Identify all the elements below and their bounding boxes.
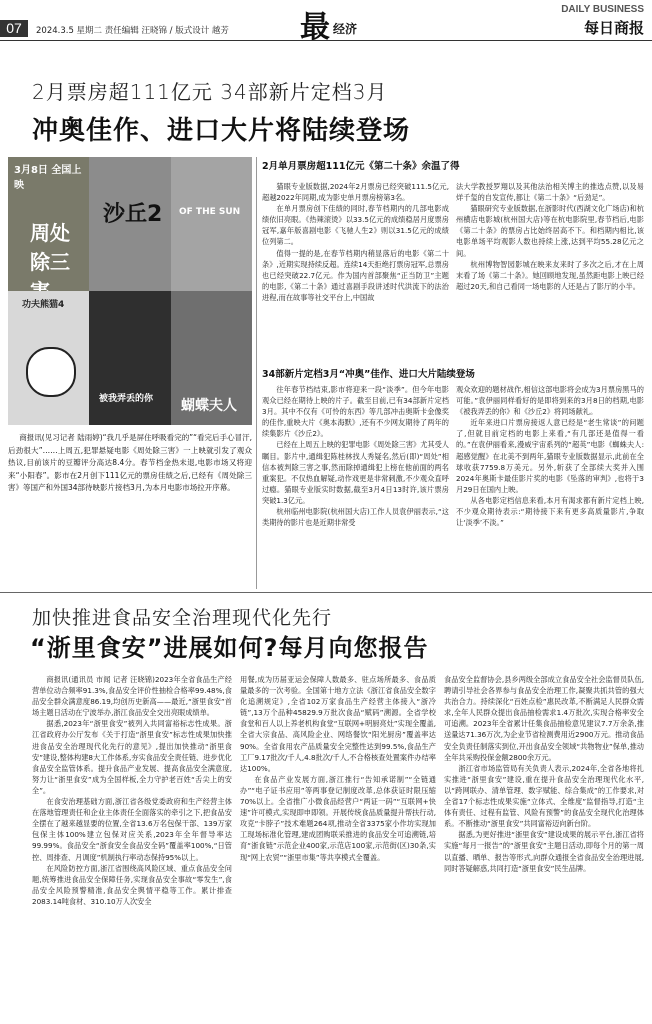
section-logo-big: 最	[300, 10, 328, 45]
date-line: 2024.3.5 星期二 责任编辑 汪晓锦 / 版式设计 越芳	[36, 26, 229, 36]
movie-posters-photo	[8, 157, 252, 425]
article1-title: 冲奥佳作、进口大片将陆续登场	[32, 116, 411, 146]
panda-figure	[26, 347, 76, 397]
poster-6	[171, 291, 252, 425]
paragraph: 浙江省市场监管局有关负责人表示,2024年,全省各地将扎实推进“浙里食安”建设,重在提升食品安全治理现代化水平,以“跨网联办、清单管理、数字赋能、综合集成”的工作要求,对全省17个标志性成果实施“立体式、全维度”监督指导,打造“主体有责任、过程有监管、风险有预警”的食品安全现代化治理体系。不断推动“浙里食安”共同富裕迈向新台阶。	[444, 763, 644, 829]
section-logo-small: 经济	[333, 22, 358, 36]
section2-heading: 34部新片定档3月“冲奥”佳作、进口大片陆续登场	[262, 369, 475, 380]
column-divider	[256, 157, 257, 589]
paragraph: 猫眼专业版数据,2024年2月票房已经突破111.5亿元,超越2022年同期,成为影史单月票房榜第3名。	[262, 182, 449, 203]
poster-title-2: 沙丘2	[103, 202, 163, 227]
paragraph: 据悉,为更好推进“浙里食安”建设成果的展示平台,浙江省将实施“每月一报告”的“浙里食安”主题日活动,即每个月的第一周以直播、晒单、报告等形式,向群众通报全省食品安全治理进展,同时答疑解惑,共同打造“浙里食安”民生品牌。	[444, 830, 644, 873]
article2-column-3	[444, 674, 644, 1019]
paragraph: 近年来进口片票房接返人意已经是“老生常谈”的问题了,但就目前定档的电影上来看,“有几部还是值得一看的。”在袁伊丽看来,漫威宇宙系列的“超英”电影《蜘蛛夫人:超感觉醒》在北美不到两年,猫眼专业版数据显示,此前在全球收获7759.8万美元。另外,斩获了全部续大奖并入围2024年奥斯卡最佳影片奖的电影《坠落的审判》,也将于3月29日在国内上映。	[456, 418, 644, 494]
paragraph: 从各电影定档信息来看,本月有渴求都有新片定档上映,不少观众期待表示:“期待接下来有更多高质量影片,争取让‘淡季’不淡。”	[456, 495, 644, 528]
section2-column-2	[456, 384, 644, 584]
paragraph: 在单月票房创下佳绩的同时,春节档期内的几部电影成绩依旧亮眼。《热辣滚烫》以33.5亿元的成绩稳居月度票房冠军,嘉年版喜剧电影《飞驰人生2》则以31.5亿元的成绩位列第二。	[262, 204, 449, 247]
paragraph: 在食安治理基础方面,浙江省各级党委政府和生产经营主体在落地管理责任和企业主体责任全面落实的牵引之下,把食品安全摆在了越来越显要的位置,全省13.6万名包保干部、139万家包保主体100%建立包保对应关系,2023年全年督导率达99.99%。食品安全“浙食安全食品安全码”覆盖率100%,“日管控、周排查、月调度”机制执行率动态保持95%以上。	[32, 797, 232, 862]
paragraph: 食品安全监督协会,县乡两级全部成立食品安全社会监督员队伍,聘请引导社会各界参与食品安全治理工作,凝聚共抓共管的强大共治合力。持续深化“百姓点检”惠民改革,不断满足人民群众需求,全年人民群众提出食品抽检需求1.4万批次,实现合格率安全可追溯。2023年全省累计任集食品抽检意见建议7.7万余条,推送量达71.36万次,为企业节省检测费用近2900万元。推动食品安全负责任制落实到位,开出食品安全领域“共物物业”保单,推动全年共采购投保金额2800余万元。	[444, 675, 644, 762]
poster-2	[89, 157, 171, 291]
paragraph: 杭州博物智园影城在映来友来时了多次之后,才在上周末看了场《第二十条》。她回顾地发现,虽然距电影上映已经超过20天,和自己看同一场电影的人还是占了影厅的小半。	[456, 259, 644, 291]
paragraph: 在风险防控方面,浙江省围绕高风险区域、重点食品安全问题,统筹推进食品安全保障任务,实现食品安全事故“零发生”,食品安全风险预警精准,食品安全舆情平稳等工作。累计排查2083.14吨食材、310.10万人次安全	[32, 863, 232, 906]
section1-column-1	[262, 181, 449, 353]
paragraph: 值得一提的是,在春节档期内稍显落后的电影《第二十条》,近期实现持续反超。连续14天拒绝打票房冠军,总票房也已经突破22.7亿元。作为国内首部聚焦“正当防卫”主题的电影,《第二十条》通过喜剧手段讲述时代洪流下的法治进程,而在故事等社交平台上,中国故	[262, 248, 449, 302]
section1-heading: 2月单月票房超111亿元《第二十条》余温了得	[262, 161, 460, 172]
section1-column-2	[456, 181, 644, 353]
paragraph: 已经在上周五上映的犯罪电影《周处除三害》尤其受人瞩目。影片中,通缉犯陈桂林找人秀疑名,然后(即)“周处”相信本被判除三害之事,然而除掉通缉犯上榜在他前面的两名重案犯。不仅热血解疑,动作戏更是非常刺激,不少观众直呼过瘾。猫眼专业版实时数据,截至3月4日13时许,该片票房突破1.3亿元。	[262, 440, 449, 505]
poster-5	[89, 291, 171, 425]
brand-en: DAILY BUSINESS	[561, 4, 644, 15]
paragraph: 用餐,成为历届亚运会保障人数最多、驻点场所最多、食品质量最多的一次考验。全国第十地方立法《浙江省食品安全数字化追溯规定》,全省102万家食品生产经营主体接入“浙冷链”,13万个品种45829.9万批次食品“赋码”溯源。全省学校食堂和百人以上养老机构食堂“互联网+明厨亮灶”实现全覆盖,全省大宗食品、高风险企业、网络餐饮“阳光厨房”覆盖率达90%。全省食用农产品质量安全完整性达到99.5%,食品生产工厂9.17批次/千人,4.8批次/千人,不合格核查处置案件办结率达100%。	[240, 675, 436, 773]
poster-title-6: 蝴蝶夫人	[181, 398, 237, 414]
paragraph: 在食品产业发展方面,浙江推行“告知承诺制”“全链通办”“电子证书应用”等两事登记制度改革,总体获证时限压缩70%以上。全省推广小微食品经营户“两证一码”“互联网+快速”许可模式,实现即申即领。开展传统食品质量提升帮扶行动,攻克“卡脖子”技术难题264项,推动全省3375家小作坊实现加工现场标准化管理,建成团购联采推进的食品安全可追溯链,培育“浙食链”示范企业400家,示范店100家,示范街(区)30条,实现“网上农贸”“浙里市集”等共享模式全覆盖。	[240, 774, 436, 862]
paragraph: 商报讯(通讯员 市闻 记者 汪晓锦)2023年全省食品生产经营单位动合频率91.3%,食品安全评价性抽检合格率99.48%,食品安全群众满意度86.19,均创历史新高——最近,“浙里食安”首场主题日活动在宁波举办,浙江食品安全交出亮眼成绩单。	[32, 675, 232, 718]
article2-column-2	[240, 674, 436, 1019]
paragraph: 观众欢迎的题材战作,相信这部电影将会成为3月票房黑马的可能。”袁伊丽同样看好的是即将到来的3月8日的档期,电影《被我弄丢的你》和《沙丘2》将同场献礼。	[456, 385, 644, 417]
paragraph: 法大学教授罗翔以及其他法治相关博主的推选点赞,以及易烊千玺的自发宣传,都让《第二十条》“后劲足”。	[456, 182, 644, 203]
brand-cn: 每日商报	[583, 19, 644, 37]
article2-title: “浙里食安”进展如何?每月向您报告	[30, 634, 429, 662]
article1-subtitle: 2月票房超111亿元 34部新片定档3月	[32, 80, 388, 104]
poster-title-1: 周处除三	[30, 221, 70, 274]
article2-column-1	[32, 674, 232, 1019]
photo-caption: 商报讯(见习记者 陆雨婷)“我几乎是屏住呼吸看完的”“看完后手心冒汗,后劲很大”……上周五,犯罪悬疑电影《周处除三害》一上映就引发了观众热议,目前该片的豆瓣评分高达8.4分。春节档金热未退,电影市场又将迎来“小阳春”。影市在2月创下111亿元的票房佳绩之后,已经有《周处除三害》等国产和外国34部待映影片接档3月,为本月电影市场拉开序幕。	[8, 433, 252, 492]
photo-tagline: 3月8日 全国上映	[14, 165, 82, 191]
poster-title-4: 功夫熊猫4	[22, 300, 65, 310]
poster-3	[171, 157, 252, 291]
poster-1	[8, 157, 89, 291]
article2-subtitle: 加快推进食品安全治理现代化先行	[32, 607, 333, 629]
paragraph: 猫眼研究专业版数据,在浙影时代(西湖文化广场店)和杭州横店电影城(杭州国大店)等在杭电影院里,春节档后,电影《第二十条》的票房占比始终居高不下。和档期内相比,该电影单场平均观影人数也持续上涨,达到平均55.28亿元之间。	[456, 204, 644, 258]
paragraph: 往年春节档结束,影市将迎来一段“淡季”。但今年电影观众已经在期待上映的片子。截至目前,已有34部新片定档3月。其中不仅有《可怜的东西》等几部冲击奥斯卡金像奖的佳作,重映大片《奥本海默》,还有不少网友期待了两年的续集影片《沙丘2》。	[262, 385, 449, 439]
poster-title-3: OF THE SUN	[179, 207, 241, 217]
section2-column-1	[262, 384, 449, 584]
article-separator	[0, 592, 652, 593]
poster-title-5: 被我弄丢的你	[99, 394, 154, 404]
paragraph: 杭州临州电影院(杭州国大店)工作人员袁伊丽表示,“这类期待的影片也是近期非常受	[262, 507, 449, 528]
poster-4	[8, 291, 89, 425]
page-number: 07	[0, 20, 28, 37]
header-rule	[0, 40, 652, 41]
paragraph: 据悉,2023年“浙里食安”被列入共同富裕标志性成果。浙江省政府办公厅发布《关于打造“浙里食安”标志性成果加快推进食品安全治理现代化先行的意见》,提出加快推动“浙里食安”建设,整体构建8大工作体系,夯实食品安全责任链、进步优化食品安全监管体系。提升食品产业发展、提高食品安全满意度,努力让“浙里食安”成为全国样板,全力守护老百姓“舌尖上的安全”。	[32, 719, 232, 795]
